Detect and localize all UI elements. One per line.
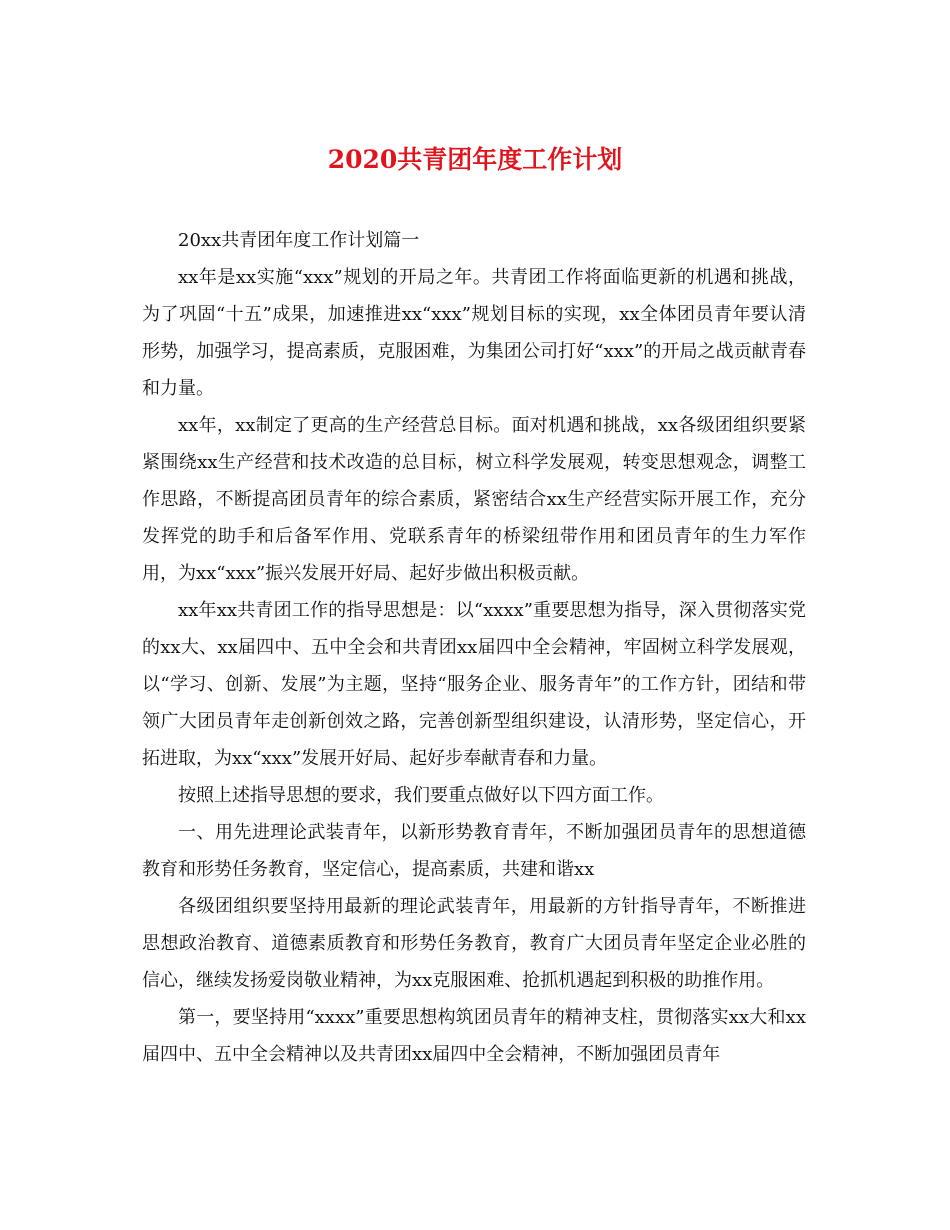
document-body: [142, 222, 806, 1073]
paragraph-section-heading: 一、用先进理论武装青年，以新形势教育青年，不断加强团员青年的思想道德教育和形势任务教育，坚定信心，提高素质，共建和谐xx: [142, 822, 806, 880]
paragraph: 按照上述指导思想的要求，我们要重点做好以下四方面工作。: [178, 785, 664, 806]
document-title: 2020共青团年度工作计划: [327, 145, 623, 174]
paragraph: 各级团组织要坚持用最新的理论武装青年，用最新的方针指导青年，不断推进思想政治教育、道德素质教育和形势任务教育，教育广大团员青年坚定企业必胜的信心，继续发扬爱岗敬业精神，为xx克服困难、抢抓机遇起到积极的助推作用。: [142, 896, 806, 991]
paragraph: xx年是xx实施“xxx”规划的开局之年。共青团工作将面临更新的机遇和挑战，为了巩固“十五”成果，加速推进xx“xxx”规划目标的实现，xx全体团员青年要认清形势，加强学习，提高素质，克服困难，为集团公司打好“xxx”的开局之战贡献青春和力量。: [142, 267, 806, 399]
paragraph: xx年xx共青团工作的指导思想是：以“xxxx”重要思想为指导，深入贯彻落实党的xx大、xx届四中、五中全会和共青团xx届四中全会精神，牢固树立科学发展观，以“学习、创新、发展”为主题，坚持“服务企业、服务青年”的工作方针，团结和带领广大团员青年走创新创效之路，完善创新型组织建设，认清形势，坚定信心，开拓进取，为xx“xxx”发展开好局、起好步奉献青春和力量。: [142, 600, 806, 769]
paragraph: 第一，要坚持用“xxxx”重要思想构筑团员青年的精神支柱，贯彻落实xx大和xx届四中、五中全会精神以及共青团xx届四中全会精神，不断加强团员青年: [142, 1007, 806, 1065]
paragraph-subtitle: 20xx共青团年度工作计划篇一: [178, 230, 420, 251]
paragraph: xx年，xx制定了更高的生产经营总目标。面对机遇和挑战，xx各级团组织要紧紧围绕xx生产经营和技术改造的总目标，树立科学发展观，转变思想观念，调整工作思路，不断提高团员青年的综合素质，紧密结合xx生产经营实际开展工作，充分发挥党的助手和后备军作用、党联系青年的桥梁纽带作用和团员青年的生力军作用，为xx“xxx”振兴发展开好局、起好步做出积极贡献。: [142, 415, 806, 584]
